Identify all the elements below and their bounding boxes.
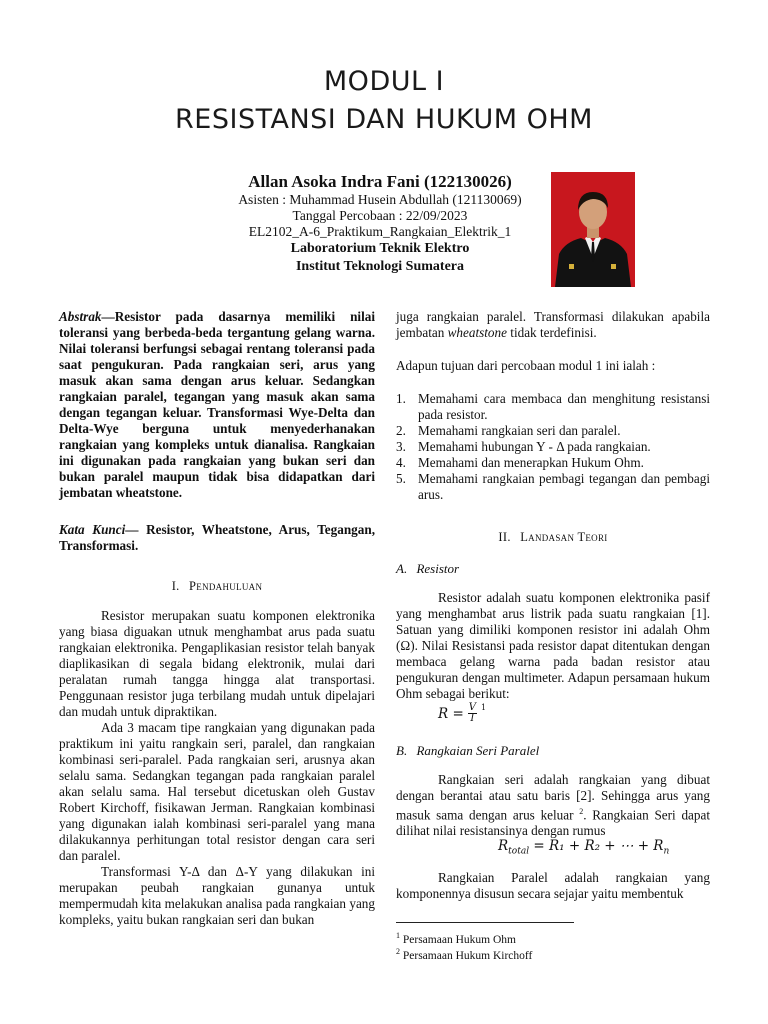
text-span: juga rangkaian paralel. Transformasi dilakukan apabila jembatan [396,309,710,340]
intro-paragraph-1: Resistor merupakan suatu komponen elektronika yang biasa diguakan utnuk menghambat arus pada suatu rangkaian elektronika. Pengaplikasian resistor telah banyak diaplikasikan di segala bidang elektronik, mulai dari peralatan rumah tangga hingga alat transportasi. Penggunaan resistor juga terbilang mudah untuk dipelajari dan mudah untuk dipraktikan. [59,608,375,719]
seri-paragraph [396,772,710,839]
list-number: 1. [396,391,406,406]
date-line: Tanggal Percobaan : 22/09/2023 [292,208,468,223]
subsection-title: Resistor [416,561,460,576]
abstract-label: Abstrak [59,309,102,324]
paralel-body [396,870,710,902]
objectives-list [396,391,710,503]
formula-lhs: R = [438,705,464,722]
seri-body [396,772,710,839]
subsection-label: B. [396,743,408,758]
institute-line: Institut Teknologi Sumatera [295,259,465,274]
course-line: EL2102_A-6_Praktikum_Rangkaian_Elektrik_1 [248,224,512,239]
subsection-heading-rangkaian [396,743,710,759]
keywords-label: Kata Kunci [59,522,126,537]
subsection-label: A. [396,561,408,576]
intro-continued [396,309,710,341]
section-heading-landasan-teori [396,529,710,545]
author-block [150,172,610,276]
list-text: Memahami cara membaca dan menghitung resistansi pada resistor. [418,391,710,422]
list-text: Memahami hubungan Y - Δ pada rangkaian. [418,439,651,454]
list-item [396,391,710,423]
assistant-line: Asisten : Muhammad Husein Abdullah (121130069) [238,192,522,207]
intro-paragraph-3: Transformasi Y-Δ dan Δ-Y yang dilakukan ini merupakan peubah rangkaian gunanya untuk mempermudah kita melakukan analisa pada rangkaian yang kompleks, yaitu bukan rangkaian seri dan bukan [59,864,375,927]
resistor-paragraph: Resistor adalah suatu komponen elektronika pasif yang menghambat arus listrik pada suatu rangkaian [1]. Satuan yang dimiliki komponen resistor ini adalah Ohm (Ω). Nilai Resistansi pada resistor dapat ditentukan dengan membaca gelang warna pada badan resistor atau pengukuran dengan multimeter. Adapun persamaan hukum Ohm sebagai berikut: [396,590,710,701]
footnote-divider [396,922,574,923]
formula-numerator: V [468,702,477,713]
footnote-text: Persamaan Hukum Kirchoff [402,949,533,962]
list-text: Memahami dan menerapkan Hukum Ohm. [418,455,644,470]
lab-line: Laboratorium Teknik Elektro [290,241,470,256]
list-item [396,455,710,471]
keywords [59,522,375,554]
formula-sub: n [663,846,670,857]
intro-body [59,608,375,928]
wheatstone-term: wheatstone [447,325,507,340]
abstract-text: —Resistor pada dasarnya memiliki nilai toleransi yang berbeda-beda tergantung gelang warna. Nilai toleransi berfungsi sebagai rentang toleransi pada saat pengukuran. Pada rangkaian seri, arus yang masuk akan sama dengan arus keluar. Sedangkan rangkaian paralel, tegangan yang masuk akan sama dengan tegangan keluar. Transformasi Wye-Delta dan Delta-Wye berguna untuk menyederhanakan rangkaian yang kompleks untuk dianalisa. Rangkaian ini digunakan pada rangkaian yang bukan seri dan bukan paralel maupun tidak bisa didapatkan dari jembatan wheatstone. [59,309,375,500]
list-item [396,471,710,503]
list-item [396,439,710,455]
footnote-ref: 2 [579,807,584,816]
author-photo [551,172,635,287]
section-number: II. [498,530,511,544]
footnote [396,944,532,964]
paper-title-line1: MODUL I [323,66,445,97]
formula-sub: total [508,846,530,857]
section-heading-pendahuluan [59,578,375,594]
formula-denominator: I [470,713,475,724]
abstract [59,309,375,501]
intro-continued-paragraph [396,309,710,341]
intro-paragraph-2: Ada 3 macam tipe rangkaian yang digunakan pada praktikum ini yaitu rangkain seri, paralel, dan rangkaian kombinasi seri-paralel. Pada rangkaian seri, arusnya akan selalu sama. Sedangkan tegangan pada rangkaian paralel akan selalu sama. Hal tersebut dicetuskan oleh Gustav Robert Kirchoff, fisikawan Jerman. Rangkaian kombinasi yang digunakan ialah kombinasi seri-paralel yang mana dilakukannya perhitungan total resistor dengan cara seri dan paralel. [59,720,375,863]
author-name: Allan Asoka Indra Fani (122130026) [248,172,512,191]
formula-r: R [498,838,509,854]
formula-fraction [468,703,477,724]
text-span: Rangkaian seri adalah rangkaian yang dibuat dengan berantai atau satu baris [2]. Sehingga arus yang masuk sama dengan arus keluar [396,772,710,823]
resistor-body [396,590,710,702]
paper-title-line2: RESISTANSI DAN HUKUM OHM [175,104,593,135]
series-resistance-formula [498,838,669,857]
footnote-text: Persamaan Hukum Ohm [402,933,516,946]
footnote-number: 2 [396,947,400,956]
section-title: Pendahuluan [189,579,263,593]
subsection-title: Rangkaian Seri Paralel [416,743,540,758]
formula-rhs: = R₁ + R₂ + ⋯ + R [529,838,664,854]
list-number: 2. [396,423,406,438]
keywords-text: — Resistor, Wheatstone, Arus, Tegangan, Transformasi. [59,522,376,553]
list-text: Memahami rangkaian seri dan paralel. [418,423,621,438]
list-number: 4. [396,455,406,470]
list-text: Memahami rangkaian pembagi tegangan dan pembagi arus. [418,471,710,502]
section-number: I. [171,579,180,593]
footnote-ref: 1 [481,703,487,712]
section-title: Landasan Teori [520,530,608,544]
list-number: 3. [396,439,406,454]
text-span: tidak terdefinisi. [506,325,597,340]
footnote-number: 1 [396,931,400,940]
objectives-intro: Adapun tujuan dari percobaan modul 1 ini ialah : [396,358,656,373]
list-item [396,423,710,439]
paralel-paragraph: Rangkaian Paralel adalah rangkaian yang komponennya disusun secara sejajar yaitu membentuk [396,870,710,901]
text-span: . Rangkaian Seri dapat dilihat nilai resistansinya dengan rumus [396,807,710,839]
list-number: 5. [396,471,406,486]
subsection-heading-resistor [396,561,710,577]
ohm-law-formula [438,703,486,724]
portrait-image [551,172,635,287]
